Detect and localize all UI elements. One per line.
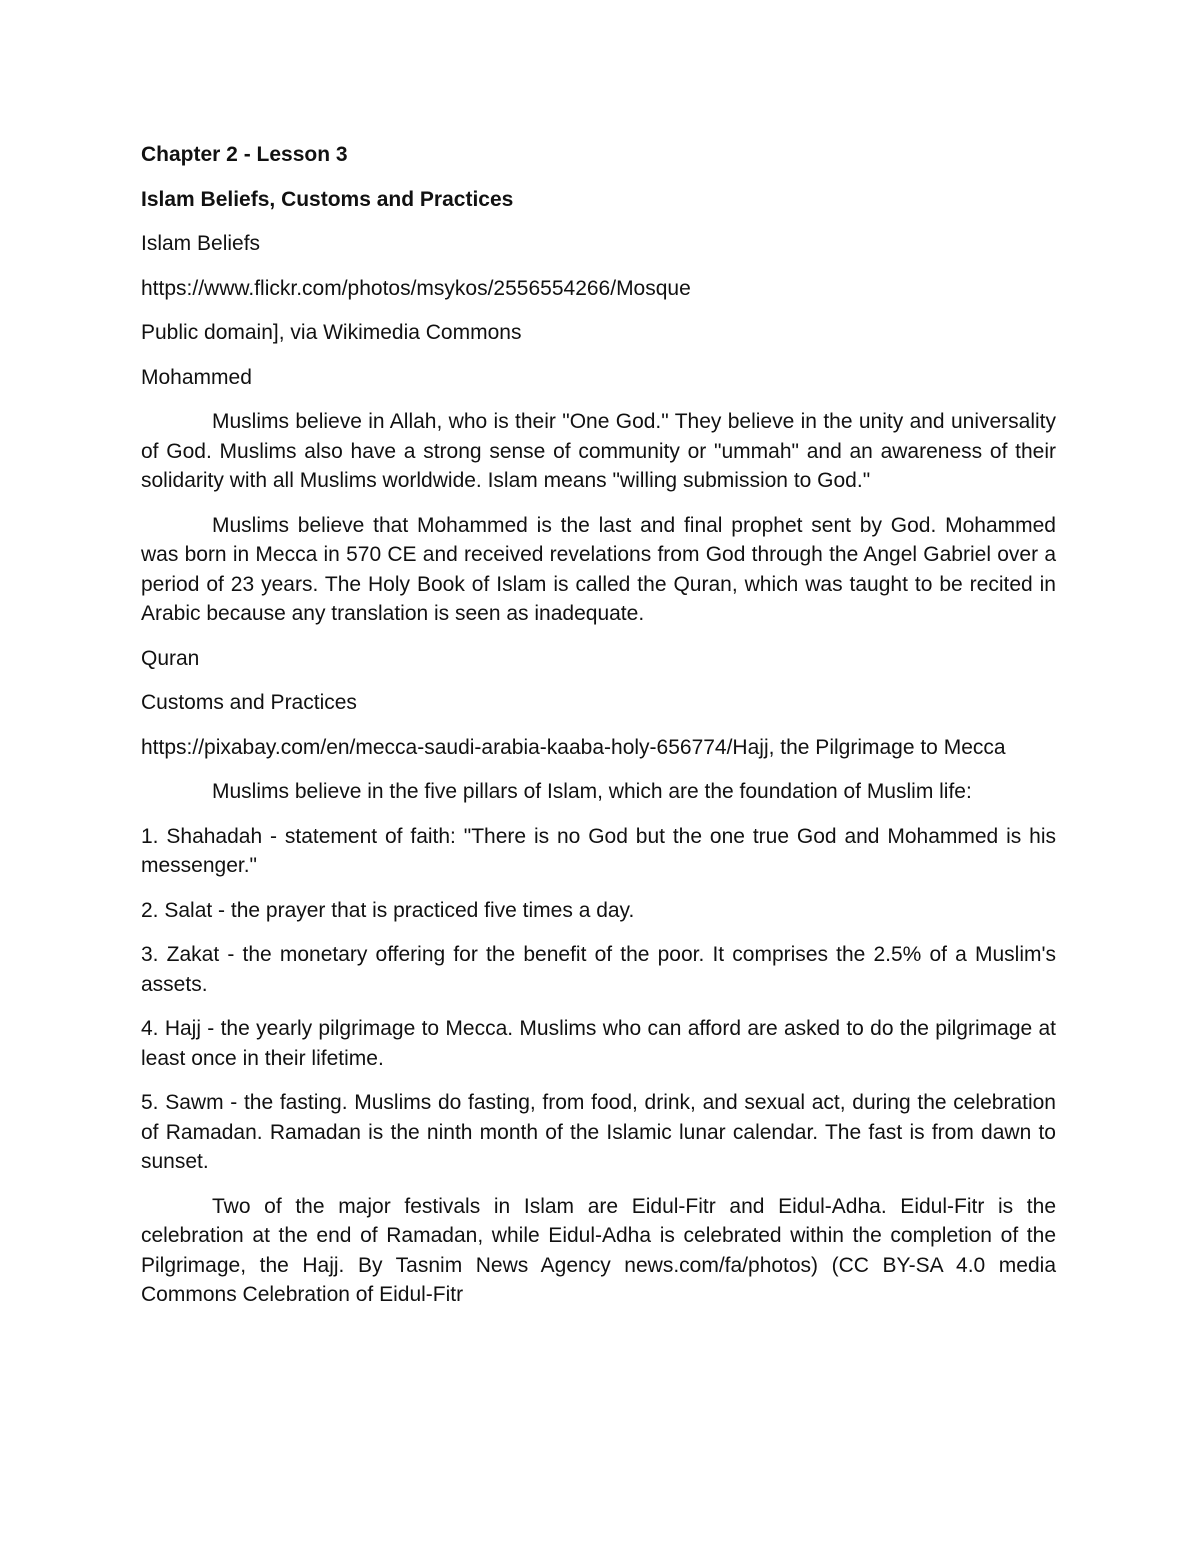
image-source-url-mosque: https://www.flickr.com/photos/msykos/2556554266/Mosque xyxy=(141,276,691,300)
paragraph-pillars-intro: Muslims believe in the five pillars of Islam, which are the foundation of Muslim life: xyxy=(212,780,972,803)
chapter-title: Chapter 2 - Lesson 3 xyxy=(141,143,348,166)
caption-quran: Quran xyxy=(141,646,200,670)
paragraph-allah: Muslims believe in Allah, who is their "One God." They believe in the unity and universality of God. Muslims also have a strong sense of community or "ummah" and an awareness of their solidarity with all Muslims worldwide. Islam means "willing submission to God." xyxy=(141,410,1056,492)
paragraph-festivals: Two of the major festivals in Islam are Eidul-Fitr and Eidul-Adha. Eidul-Fitr is the celebration at the end of Ramadan, while Eidul-Adha is celebrated within the completion of the Pilgrimage, the Hajj. By Tasnim News Agency news.com/fa/photos) (CC BY-SA 4.0 media Commons Celebration of Eidul-Fitr xyxy=(141,1194,1056,1306)
image-credit: Public domain], via Wikimedia Commons xyxy=(141,321,522,344)
lesson-title: Islam Beliefs, Customs and Practices xyxy=(141,187,514,211)
image-source-url-hajj: https://pixabay.com/en/mecca-saudi-arabia-kaaba-holy-656774/Hajj, the Pilgrimage to Mecca xyxy=(141,735,1006,759)
caption-mohammed: Mohammed xyxy=(141,365,252,389)
pillar-item-hajj: 4. Hajj - the yearly pilgrimage to Mecca. Muslims who can afford are asked to do the pilgrimage at least once in their lifetime. xyxy=(141,1017,1056,1070)
pillar-item-sawm: 5. Sawm - the fasting. Muslims do fasting, from food, drink, and sexual act, during the celebration of Ramadan. Ramadan is the ninth month of the Islamic lunar calendar. The fast is from dawn to sunset. xyxy=(141,1091,1056,1173)
section-heading-customs: Customs and Practices xyxy=(141,691,357,714)
document-body xyxy=(141,140,1056,1325)
pillar-item-zakat: 3. Zakat - the monetary offering for the benefit of the poor. It comprises the 2.5% of a Muslim's assets. xyxy=(141,943,1056,996)
pillar-item-salat: 2. Salat - the prayer that is practiced five times a day. xyxy=(141,898,635,922)
paragraph-prophet: Muslims believe that Mohammed is the last and final prophet sent by God. Mohammed was born in Mecca in 570 CE and received revelations from God through the Angel Gabriel over a period of 23 years. The Holy Book of Islam is called the Quran, which was taught to be recited in Arabic because any translation is seen as inadequate. xyxy=(141,513,1056,625)
pillar-item-shahadah: 1. Shahadah - statement of faith: "There is no God but the one true God and Mohammed is his messenger." xyxy=(141,824,1056,877)
section-heading-beliefs: Islam Beliefs xyxy=(141,232,261,255)
